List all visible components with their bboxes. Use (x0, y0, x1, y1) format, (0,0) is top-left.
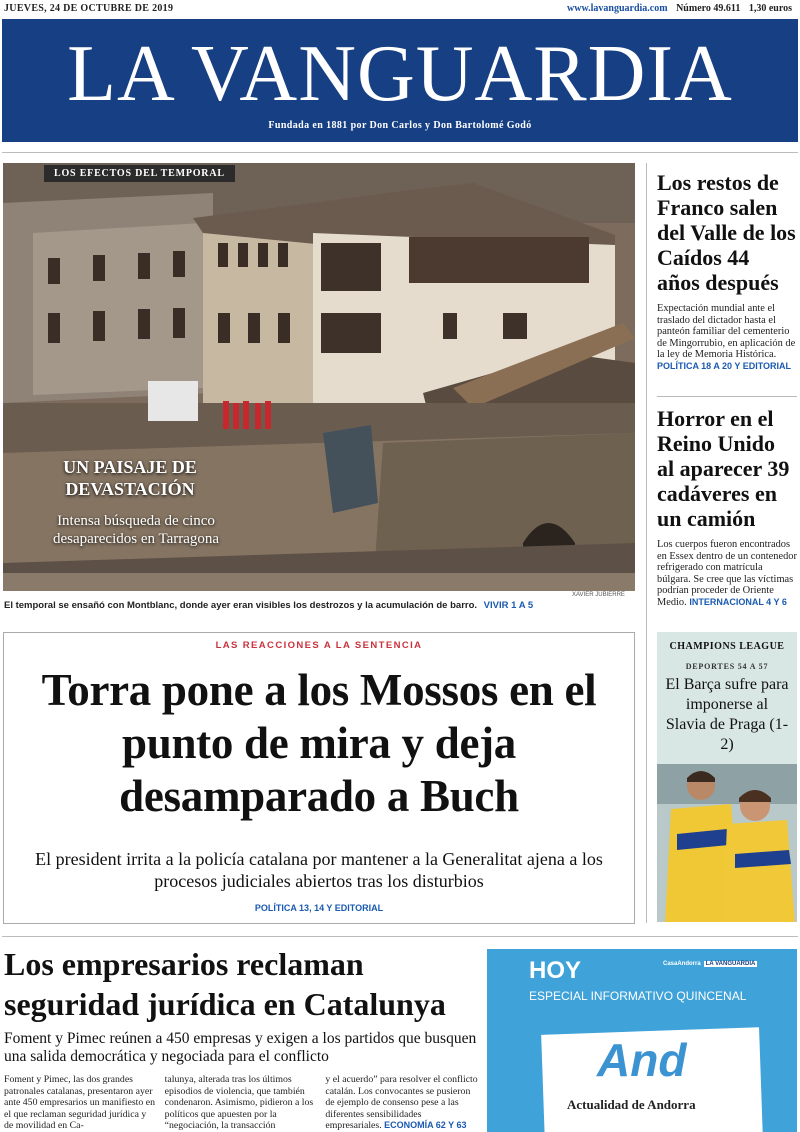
ad-hoy: HOY (529, 957, 582, 984)
divider (2, 936, 798, 937)
side-body-text: Expectación mundial ante el traslado del dictador hasta el panteón familiar del cementerio de Mingorrubio, en aplicación de la ley de Memoria Histórica. (657, 303, 796, 361)
issue-price: 1,30 euros (748, 3, 792, 14)
bottom-subtitle: Foment y Pimec reúnen a 450 empresas y exigen a los partidos que busquen una salida democrática y negociada para el conflicto (4, 1030, 477, 1065)
newspaper-title: LA VANGUARDIA (67, 30, 733, 118)
ad-brand (663, 961, 757, 967)
main-section-link[interactable]: POLÍTICA 13, 14 Y EDITORIAL (254, 903, 384, 913)
body-column (4, 1074, 157, 1132)
bottom-body-columns (4, 1074, 478, 1132)
side-body (657, 539, 797, 609)
caption-section-link[interactable]: VIVIR 1 A 5 (483, 600, 534, 611)
founded-line: Fundada en 1881 por Don Carlos y Don Bartolomé Godó (268, 120, 532, 131)
caption-text: El temporal se ensañó con Montblanc, donde ayer eran visibles los destrozos y la acumulación de barro. (4, 600, 478, 611)
divider (2, 152, 798, 153)
sport-box[interactable] (657, 632, 797, 922)
sport-kicker: CHAMPIONS LEAGUE (669, 641, 785, 652)
bottom-headline[interactable]: Los empresarios reclaman seguridad jurídica en Catalunya (4, 946, 446, 1022)
side-headline[interactable]: Horror en el Reino Unido al aparecer 39 cadáveres en un camión (657, 406, 790, 531)
main-subtitle: El president irrita a la policía catalana por mantener a la Generalitat ajena a los procesos judiciales abiertos tras los disturbios (35, 849, 603, 891)
andorra-supplement-ad[interactable] (487, 949, 797, 1132)
side-headline[interactable]: Los restos de Franco salen del Valle de los Caídos 44 años después (657, 170, 796, 295)
main-kicker: LAS REACCIONES A LA SENTENCIA (215, 640, 423, 651)
side-section-link[interactable]: POLÍTICA 18 A 20 Y EDITORIAL (657, 360, 792, 371)
photo-kicker: LOS EFECTOS DEL TEMPORAL (44, 165, 235, 182)
photo-caption (4, 600, 634, 611)
side-section-link[interactable]: INTERNACIONAL 4 Y 6 (689, 596, 787, 607)
side-story-uk[interactable] (657, 406, 797, 609)
ad-tagline: Actualidad de Andorra (567, 1097, 696, 1112)
photo-credit: XAVIER JUBIERRE (572, 592, 625, 598)
issue-date: JUEVES, 24 DE OCTUBRE DE 2019 (4, 3, 174, 14)
website-link[interactable]: www.lavanguardia.com (567, 3, 668, 14)
body-column-text: Foment y Pimec, las dos grandes patronales catalanas, presentaron ayer ante 450 empresarios un manifiesto en el que reclaman seguridad jurídica y de movilidad en Ca- (4, 1074, 155, 1131)
issue-info (567, 3, 792, 14)
main-headline[interactable]: Torra pone a los Mossos en el punto de mira y deja desamparado a Buch (41, 665, 597, 821)
side-body-text: Los cuerpos fueron encontrados en Essex dentro de un contenedor refrigerado con matrícula búlgara. Se cree que las víctimas podrían proceder de Oriente Medio. (657, 539, 797, 608)
side-story-franco[interactable] (657, 170, 797, 373)
issue-number: Número 49.611 (676, 3, 741, 14)
players-celebrating-illustration (657, 764, 797, 922)
divider (657, 396, 797, 397)
top-info-bar (0, 0, 800, 18)
sport-section: DEPORTES 54 A 57 (685, 662, 769, 671)
side-body (657, 303, 797, 373)
divider (646, 163, 647, 923)
ad-brand-1: CasaAndorra (663, 961, 701, 967)
sport-headline[interactable]: El Barça sufre para imponerse al Slavia de Praga (1-2) (665, 676, 789, 753)
ad-special: ESPECIAL INFORMATIVO QUINCENAL (529, 989, 747, 1003)
watermark: VerPortadas.es (616, 1076, 751, 1097)
photo-headline[interactable]: UN PAISAJE DE DEVASTACIÓN (63, 457, 197, 499)
photo-subtitle: Intensa búsqueda de cinco desaparecidos en Tarragona (52, 513, 220, 547)
ad-logo: And (597, 1034, 687, 1086)
body-column-text: y el acuerdo” para resolver el conflicto catalán. Los convocantes se pusieron de ejemplo de consenso pese a las diferentes sensibilidades empresariales. (325, 1074, 478, 1131)
masthead (2, 19, 798, 142)
body-column-text: talunya, alterada tras los últimos episodios de violencia, que también condenaron. Asimismo, pidieron a los políticos que apuesten por la “negociación, la transacción (164, 1074, 314, 1131)
bottom-section-link[interactable]: ECONOMÍA 62 Y 63 (384, 1120, 467, 1130)
ad-brand-2: LA VANGUARDIA (705, 961, 756, 967)
body-column (165, 1074, 318, 1132)
body-column (325, 1074, 478, 1132)
